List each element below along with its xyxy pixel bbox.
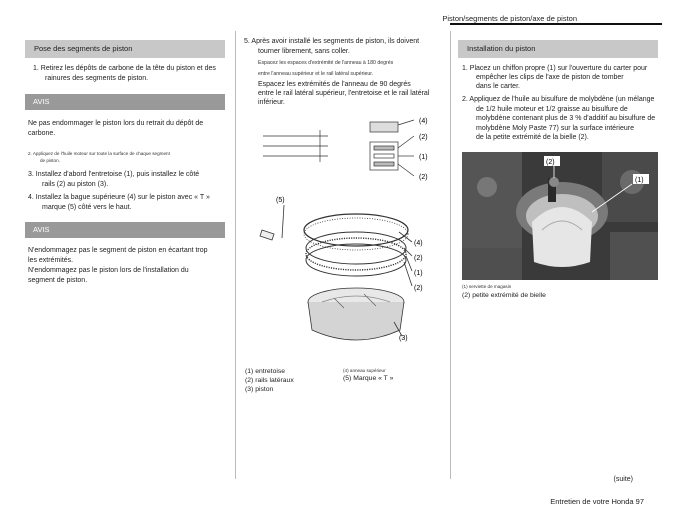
exploded-callout-3: (3) <box>399 335 408 342</box>
middle-step-5: 5. Après avoir installé les segments de piston, ils doivent tourner librement, sans coller. <box>244 38 420 55</box>
column-divider-1 <box>235 31 236 479</box>
exploded-callout-4: (4) <box>414 240 423 247</box>
middle-step-5-b: Espacez les extrémités de l'anneau de 90 degrés entre le rail latéral supérieur, l'entretoise et le rail latéral inférieur. <box>258 81 430 106</box>
exploded-callout-2a: (2) <box>414 255 423 262</box>
avis-banner-1: AVIS <box>25 94 225 110</box>
section-title-piston-install: Installation du piston <box>458 40 658 58</box>
left-step-1: 1. Retirez les dépôts de carbone de la tête du piston et des rainures des segments de piston. <box>33 65 216 82</box>
exploded-callout-1: (1) <box>414 270 423 277</box>
photo-callout-2: (2) <box>546 159 555 166</box>
photo-caption-2: (2) petite extrémité de bielle <box>462 292 546 299</box>
header-rule <box>450 23 662 25</box>
right-step-1: 1. Placez un chiffon propre (1) sur l'ouverture du carter pour empêcher les clips de l'axe de piston de tomber dans le carter. <box>462 65 648 90</box>
left-step-3: 3. Installez d'abord l'entretoise (1), puis installez le côté rails (2) au piston (3). <box>28 171 200 188</box>
page-header-title: Piston/segments de piston/axe de piston <box>442 14 577 23</box>
diagram-callout-1-top: (1) <box>419 154 428 161</box>
engine-photo <box>462 152 658 280</box>
continued-note: (suite) <box>613 476 633 483</box>
diagram-callout-2-top: (2) <box>419 134 428 141</box>
legend-right: (4) anneau supérieur (5) Marque « T » <box>343 368 394 382</box>
piston-ring-exploded-diagram <box>244 190 434 360</box>
diagram-callout-2-bottom: (2) <box>419 174 428 181</box>
avis-banner-2: AVIS <box>25 222 225 238</box>
page-footer: Entretien de votre Honda 97 <box>550 497 644 506</box>
avis-text-1: Ne pas endommager le piston lors du retrait du dépôt de carbone. <box>28 120 204 137</box>
diagram-callout-4-top: (4) <box>419 118 428 125</box>
left-step-2: 2. Appliquez de l'huile moteur sur toute la surface de chaque segment de piston. <box>28 151 170 163</box>
ring-gap-diagram <box>258 112 438 192</box>
exploded-callout-2b: (2) <box>414 285 423 292</box>
middle-step-5-note: Espacez les espaces d'extrémité de l'anneau à 180 degrés entre l'anneau supérieur et le rail latéral supérieur. <box>258 60 394 77</box>
photo-callout-1: (1) <box>635 177 644 184</box>
left-step-4: 4. Installez la bague supérieure (4) sur le piston avec « T » marque (5) côté vers le haut. <box>28 194 210 211</box>
exploded-callout-5: (5) <box>276 197 285 204</box>
avis-text-2: N'endommagez pas le segment de piston en écartant trop les extrémités. N'endommagez pas le piston lors de l'installation du segment de piston. <box>28 247 208 284</box>
section-title-piston-rings: Pose des segments de piston <box>25 40 225 58</box>
right-step-2: 2. Appliquez de l'huile au bisulfure de molybdène (un mélange de 1/2 huile moteur et 1/2 graisse au bisulfure de molybdène contenant plus de 3 % d'additif au bisulfure de molybdène Moly Paste 77) sur la surface intérieure de la petite extrémité de la bielle (2). <box>462 96 656 141</box>
legend-left: (1) entretoise (2) rails latéraux (3) piston <box>245 368 294 393</box>
photo-caption-1: (1) serviette de magasin <box>462 284 512 289</box>
column-divider-2 <box>450 31 451 479</box>
